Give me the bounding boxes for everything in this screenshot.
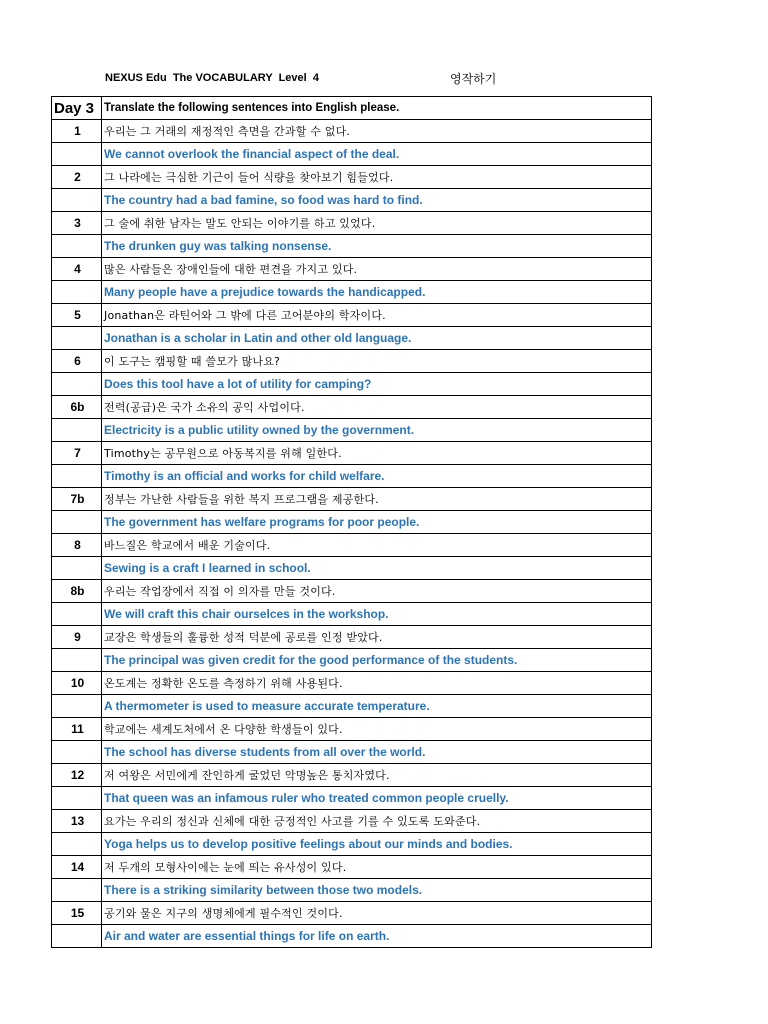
english-translation: Air and water are essential things for life on earth. <box>102 925 652 948</box>
document-title: NEXUS Edu The VOCABULARY Level 4 <box>105 72 319 84</box>
korean-sentence: 저 여왕은 서민에게 잔인하게 굴었던 악명높은 통치자였다. <box>102 764 652 787</box>
empty-number-cell <box>52 695 102 718</box>
korean-sentence: Jonathan은 라틴어와 그 밖에 다른 고어분야의 학자이다. <box>102 304 652 327</box>
empty-number-cell <box>52 511 102 534</box>
empty-number-cell <box>52 143 102 166</box>
item-number: 8b <box>52 580 102 603</box>
korean-sentence-row <box>52 304 652 327</box>
english-translation: Sewing is a craft I learned in school. <box>102 557 652 580</box>
english-translation: That queen was an infamous ruler who treated common people cruelly. <box>102 787 652 810</box>
korean-sentence-row <box>52 672 652 695</box>
english-translation: Many people have a prejudice towards the handicapped. <box>102 281 652 304</box>
day-label: Day 3 <box>52 97 102 120</box>
korean-sentence: 학교에는 세계도처에서 온 다양한 학생들이 있다. <box>102 718 652 741</box>
item-number: 12 <box>52 764 102 787</box>
korean-sentence-row <box>52 350 652 373</box>
english-translation: The principal was given credit for the good performance of the students. <box>102 649 652 672</box>
english-translation: There is a striking similarity between those two models. <box>102 879 652 902</box>
english-translation: Jonathan is a scholar in Latin and other old language. <box>102 327 652 350</box>
empty-number-cell <box>52 189 102 212</box>
korean-sentence: 온도계는 정확한 온도를 측정하기 위해 사용된다. <box>102 672 652 695</box>
english-translation-row <box>52 787 652 810</box>
korean-sentence-row <box>52 258 652 281</box>
english-translation-row <box>52 879 652 902</box>
english-translation-row <box>52 327 652 350</box>
korean-sentence: 교장은 학생들의 훌륭한 성적 덕분에 공로를 인정 받았다. <box>102 626 652 649</box>
item-number: 9 <box>52 626 102 649</box>
item-number: 14 <box>52 856 102 879</box>
korean-sentence-row <box>52 856 652 879</box>
item-number: 13 <box>52 810 102 833</box>
english-translation-row <box>52 189 652 212</box>
english-translation-row <box>52 833 652 856</box>
english-translation-row <box>52 143 652 166</box>
english-translation-row <box>52 603 652 626</box>
korean-sentence-row <box>52 718 652 741</box>
english-translation: The government has welfare programs for poor people. <box>102 511 652 534</box>
english-translation: Does this tool have a lot of utility for camping? <box>102 373 652 396</box>
korean-sentence: 정부는 가난한 사람들을 위한 복지 프로그램을 제공한다. <box>102 488 652 511</box>
korean-sentence: 우리는 작업장에서 직접 이 의자를 만들 것이다. <box>102 580 652 603</box>
korean-sentence-row <box>52 810 652 833</box>
korean-sentence-row <box>52 120 652 143</box>
english-translation-row <box>52 511 652 534</box>
empty-number-cell <box>52 787 102 810</box>
empty-number-cell <box>52 649 102 672</box>
korean-sentence: Timothy는 공무원으로 아동복지를 위해 일한다. <box>102 442 652 465</box>
empty-number-cell <box>52 419 102 442</box>
empty-number-cell <box>52 741 102 764</box>
empty-number-cell <box>52 557 102 580</box>
korean-sentence: 이 도구는 캠핑할 때 쓸모가 많나요? <box>102 350 652 373</box>
english-translation: We will craft this chair ourselces in the workshop. <box>102 603 652 626</box>
korean-sentence: 전력(공급)은 국가 소유의 공익 사업이다. <box>102 396 652 419</box>
english-translation: Yoga helps us to develop positive feelings about our minds and bodies. <box>102 833 652 856</box>
korean-sentence-row <box>52 626 652 649</box>
worksheet-type-label: 영작하기 <box>450 72 497 86</box>
korean-sentence: 그 술에 취한 남자는 말도 안되는 이야기를 하고 있었다. <box>102 212 652 235</box>
english-translation-row <box>52 649 652 672</box>
korean-sentence-row <box>52 580 652 603</box>
item-number: 11 <box>52 718 102 741</box>
korean-sentence-row <box>52 166 652 189</box>
english-translation-row <box>52 741 652 764</box>
korean-sentence-row <box>52 212 652 235</box>
korean-sentence-row <box>52 534 652 557</box>
korean-sentence-row <box>52 396 652 419</box>
korean-sentence: 우리는 그 거래의 재정적인 측면을 간과할 수 없다. <box>102 120 652 143</box>
empty-number-cell <box>52 281 102 304</box>
empty-number-cell <box>52 373 102 396</box>
korean-sentence: 그 나라에는 극심한 기근이 들어 식량을 찾아보기 힘들었다. <box>102 166 652 189</box>
item-number: 10 <box>52 672 102 695</box>
empty-number-cell <box>52 833 102 856</box>
english-translation-row <box>52 281 652 304</box>
english-translation: A thermometer is used to measure accurate temperature. <box>102 695 652 718</box>
item-number: 7b <box>52 488 102 511</box>
korean-sentence: 공기와 물은 지구의 생명체에게 필수적인 것이다. <box>102 902 652 925</box>
english-translation-row <box>52 925 652 948</box>
korean-sentence-row <box>52 902 652 925</box>
english-translation-row <box>52 695 652 718</box>
item-number: 4 <box>52 258 102 281</box>
english-translation-row <box>52 465 652 488</box>
korean-sentence-row <box>52 764 652 787</box>
english-translation: The school has diverse students from all over the world. <box>102 741 652 764</box>
empty-number-cell <box>52 235 102 258</box>
english-translation: The country had a bad famine, so food was hard to find. <box>102 189 652 212</box>
translation-table <box>51 96 652 948</box>
item-number: 8 <box>52 534 102 557</box>
english-translation-row <box>52 373 652 396</box>
item-number: 15 <box>52 902 102 925</box>
empty-number-cell <box>52 603 102 626</box>
korean-sentence: 저 두개의 모형사이에는 눈에 띄는 유사성이 있다. <box>102 856 652 879</box>
english-translation-row <box>52 235 652 258</box>
korean-sentence: 요가는 우리의 정신과 신체에 대한 긍정적인 사고를 기를 수 있도록 도와준다. <box>102 810 652 833</box>
empty-number-cell <box>52 879 102 902</box>
english-translation: The drunken guy was talking nonsense. <box>102 235 652 258</box>
item-number: 6 <box>52 350 102 373</box>
item-number: 5 <box>52 304 102 327</box>
empty-number-cell <box>52 925 102 948</box>
item-number: 7 <box>52 442 102 465</box>
english-translation: We cannot overlook the financial aspect of the deal. <box>102 143 652 166</box>
korean-sentence: 많은 사람들은 장애인들에 대한 편견을 가지고 있다. <box>102 258 652 281</box>
item-number: 6b <box>52 396 102 419</box>
empty-number-cell <box>52 327 102 350</box>
korean-sentence-row <box>52 442 652 465</box>
english-translation: Electricity is a public utility owned by the government. <box>102 419 652 442</box>
instruction-text: Translate the following sentences into English please. <box>102 97 652 120</box>
empty-number-cell <box>52 465 102 488</box>
korean-sentence: 바느질은 학교에서 배운 기술이다. <box>102 534 652 557</box>
item-number: 2 <box>52 166 102 189</box>
english-translation-row <box>52 419 652 442</box>
english-translation-row <box>52 557 652 580</box>
english-translation: Timothy is an official and works for child welfare. <box>102 465 652 488</box>
korean-sentence-row <box>52 488 652 511</box>
item-number: 3 <box>52 212 102 235</box>
item-number: 1 <box>52 120 102 143</box>
table-header-row <box>52 97 652 120</box>
